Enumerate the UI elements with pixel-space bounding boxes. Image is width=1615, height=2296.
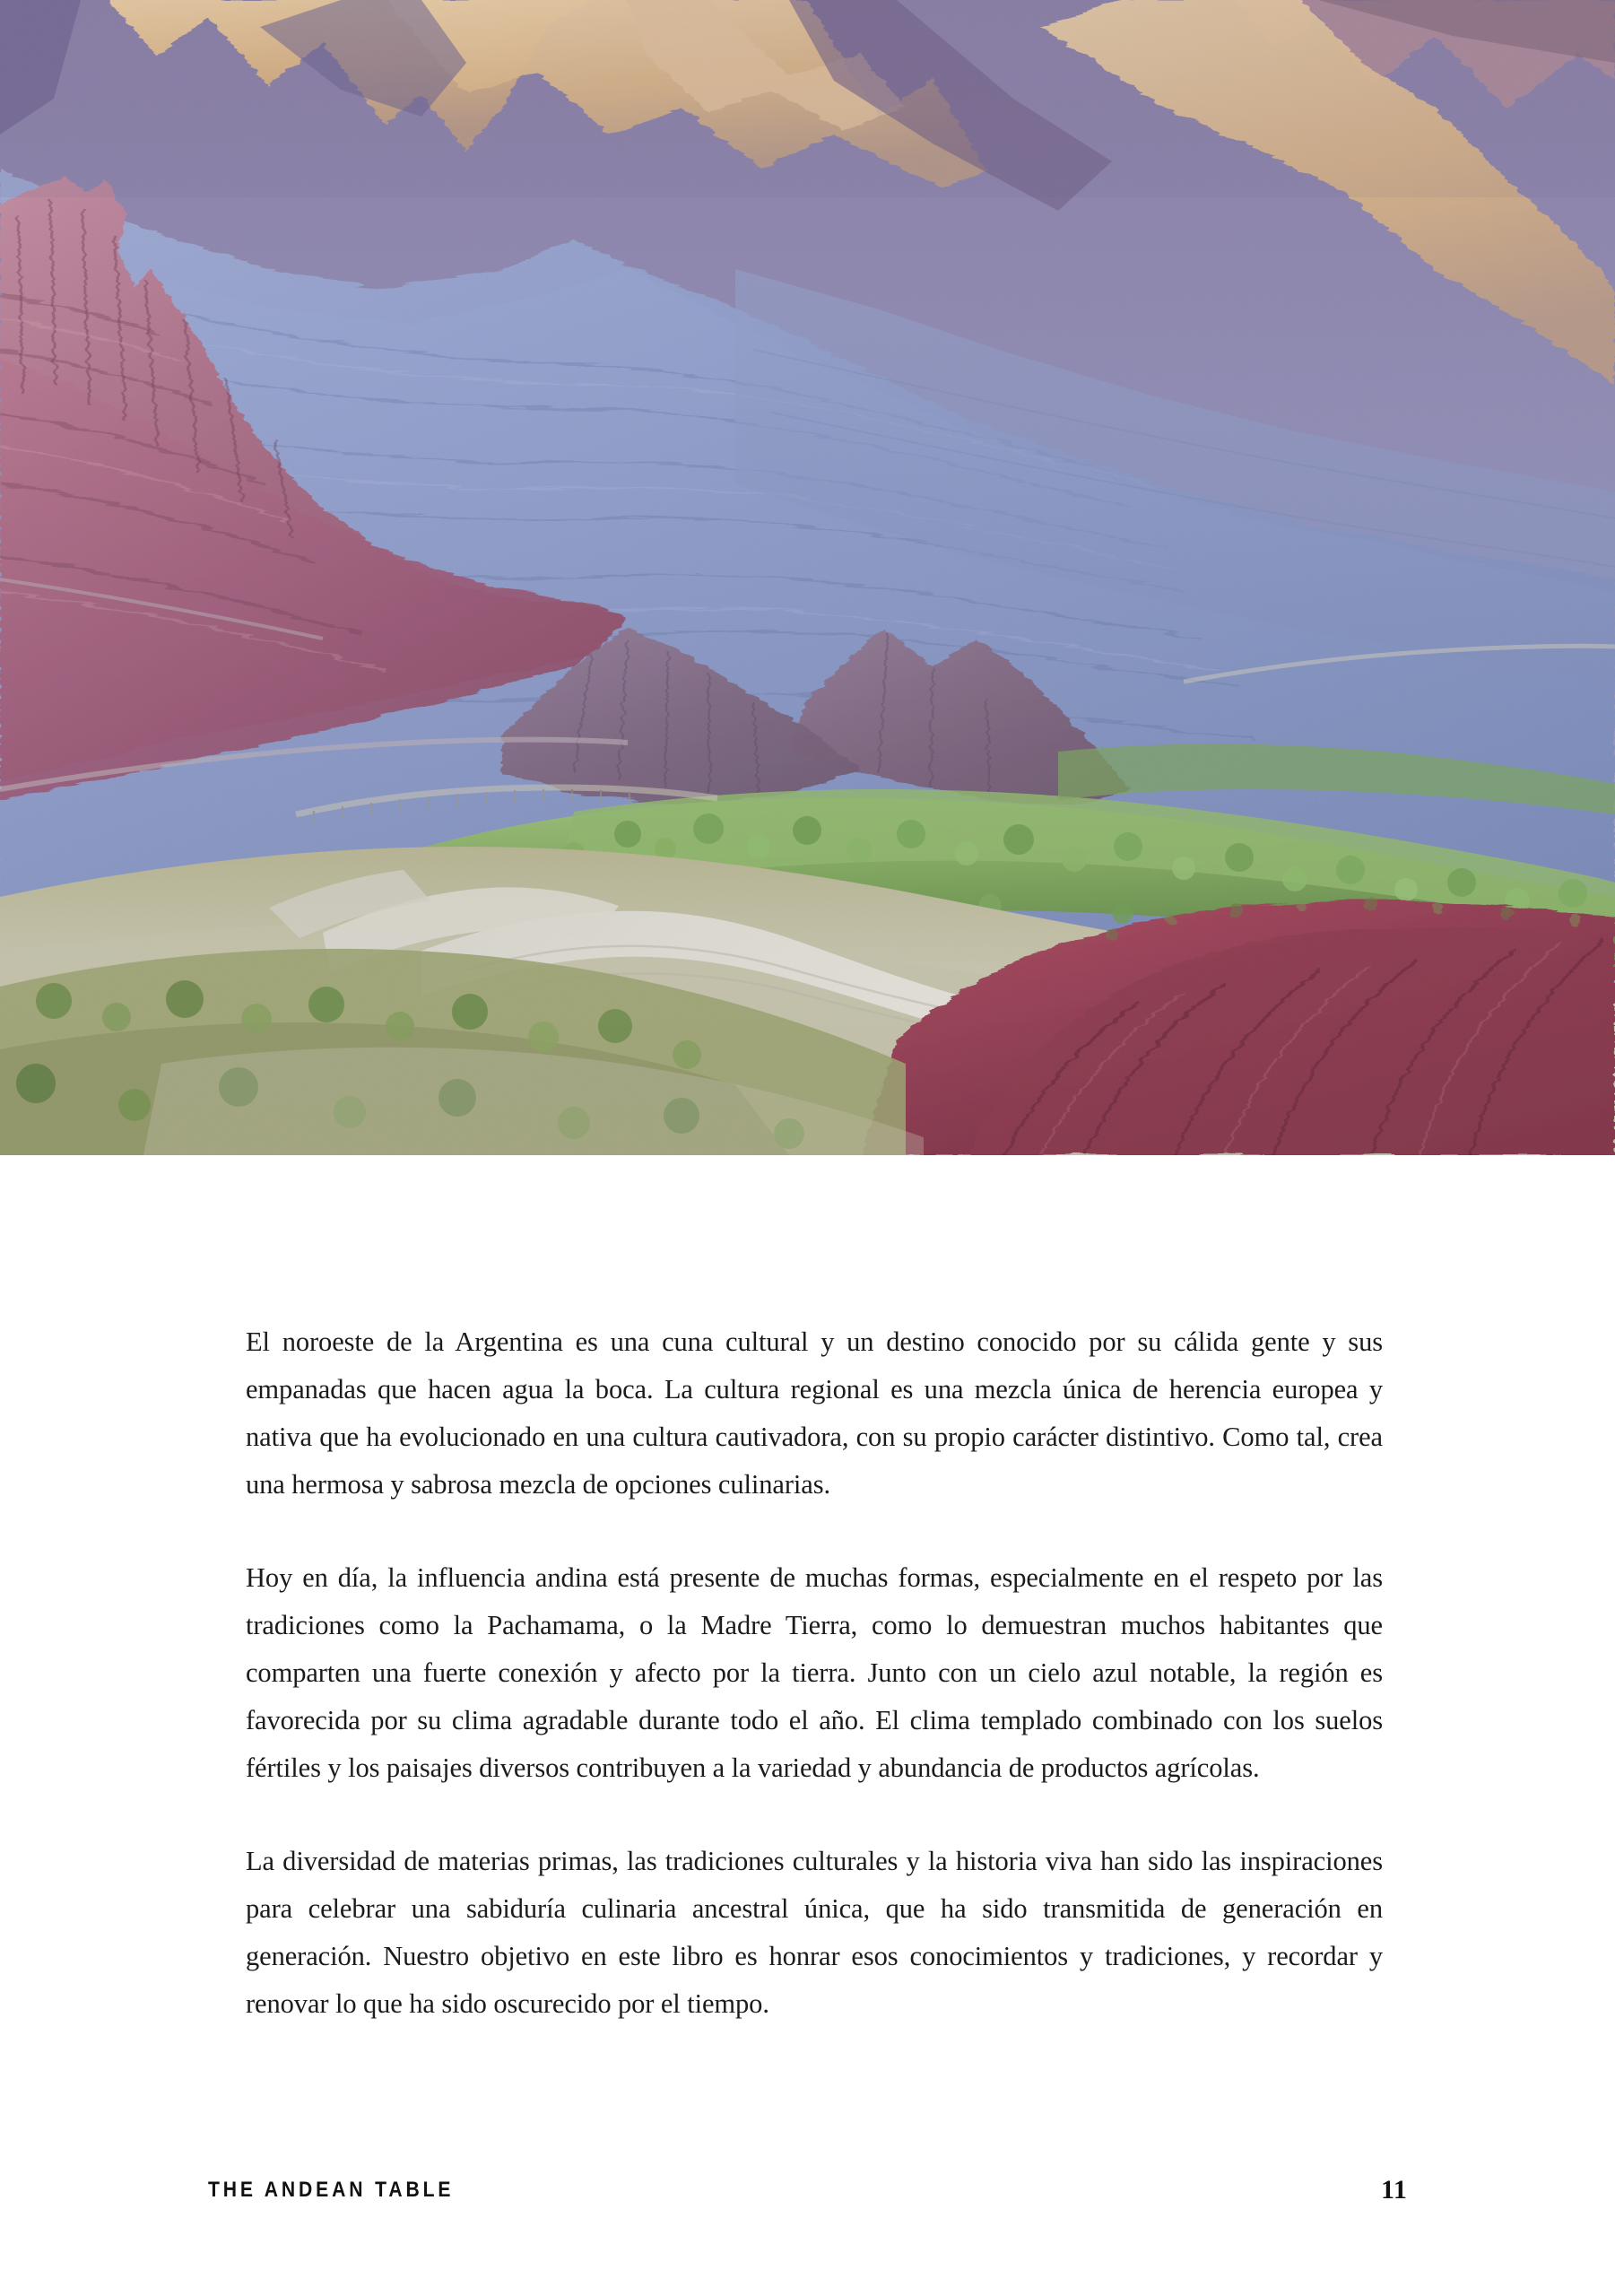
footer-book-title: THE ANDEAN TABLE [208,2178,455,2202]
footer-page-number: 11 [1381,2175,1408,2205]
body-content [246,1318,1383,2028]
body-paragraph-3: La diversidad de materias primas, las tradiciones culturales y la historia viva han sido las inspiraciones para celebrar una sabiduría culinaria ancestral única, que ha sido transmitida de generación en generación. Nuestro objetivo en este libro es honrar esos conocimientos y tradiciones, y recordar y renovar lo que ha sido oscurecido por el tiempo. [246,1846,1383,2019]
body-paragraph-2: Hoy en día, la influencia andina está presente de muchas formas, especialmente en el respeto por las tradiciones como la Pachamama, o la Madre Tierra, como lo demuestran muchos habitantes que comparten una fuerte conexión y afecto por la tierra. Junto con un cielo azul notable, la región es favorecida por su clima agradable durante todo el año. El clima templado combinado con los suelos fértiles y los paisajes diversos contribuyen a la variedad y abundancia de productos agrícolas. [246,1562,1383,1783]
body-paragraph-1: El noroeste de la Argentina es una cuna cultural y un destino conocido por su cálida gente y sus empanadas que hacen agua la boca. La cultura regional es una mezcla única de herencia europea y nativa que ha evolucionado en una cultura cautivadora, con su propio carácter distintivo. Como tal, crea una hermosa y sabrosa mezcla de opciones culinarias. [246,1326,1383,1500]
page-footer [0,2175,1615,2217]
